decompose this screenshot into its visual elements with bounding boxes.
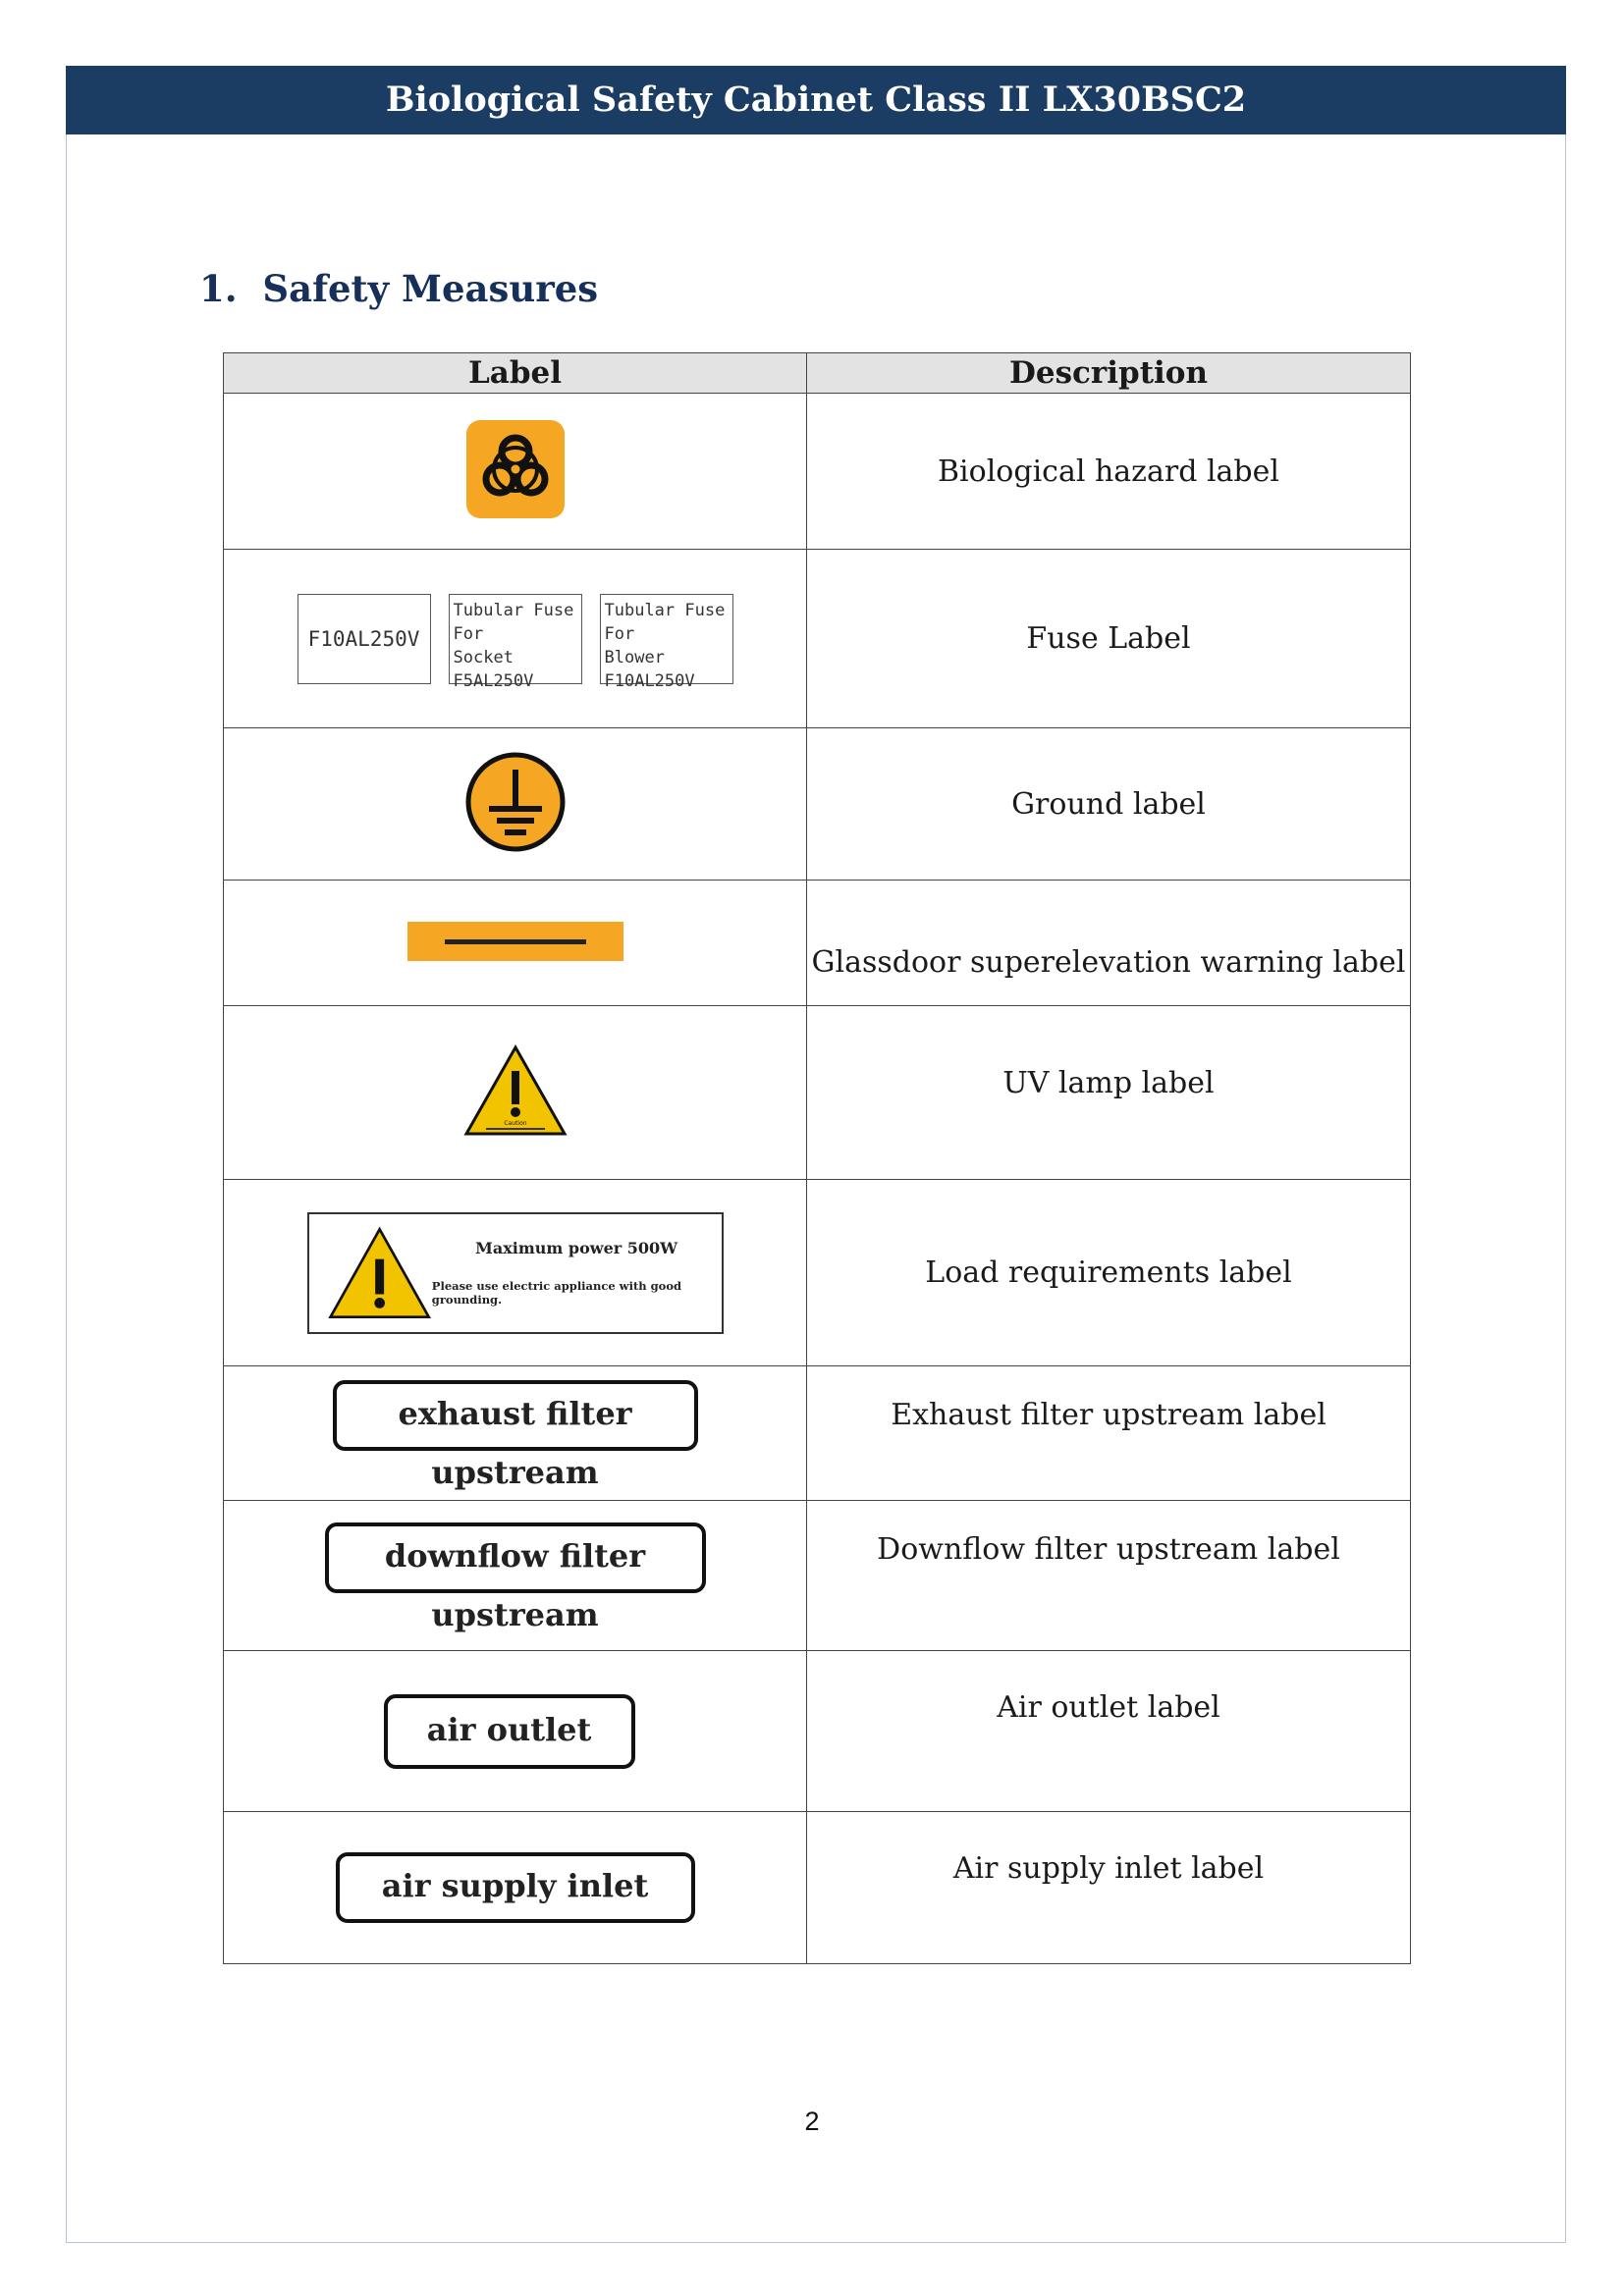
label-cell xyxy=(224,728,807,881)
label-cell xyxy=(224,550,807,728)
description-cell: UV lamp label xyxy=(807,1006,1411,1180)
description-cell: Exhaust filter upstream label xyxy=(807,1366,1411,1501)
fuse-label-main: F10AL250V xyxy=(298,594,431,684)
downflow-filter-pill: downflow filter upstream xyxy=(325,1522,706,1593)
table-row xyxy=(224,1006,1411,1180)
table-row xyxy=(224,728,1411,881)
uv-warning-icon xyxy=(462,1043,568,1138)
label-cell xyxy=(224,1651,807,1812)
exhaust-filter-pill: exhaust filter upstream xyxy=(333,1380,698,1451)
fuse-labels xyxy=(224,594,806,691)
description-cell: Glassdoor superelevation warning label xyxy=(807,881,1411,1006)
ground-icon xyxy=(463,750,568,854)
label-cell xyxy=(224,394,807,550)
description-cell: Air supply inlet label xyxy=(807,1812,1411,1964)
air-supply-inlet-pill: air supply inlet xyxy=(336,1852,695,1923)
label-cell xyxy=(224,1180,807,1366)
table-row xyxy=(224,394,1411,550)
label-cell xyxy=(224,881,807,1006)
table-row xyxy=(224,881,1411,1006)
table-row xyxy=(224,1366,1411,1501)
header-description: Description xyxy=(807,353,1411,394)
table-row xyxy=(224,1812,1411,1964)
label-cell xyxy=(224,1501,807,1651)
label-cell xyxy=(224,1812,807,1964)
table-row xyxy=(224,1651,1411,1812)
table-row xyxy=(224,550,1411,728)
table-row xyxy=(224,1501,1411,1651)
document-header: Biological Safety Cabinet Class II LX30BSC2 xyxy=(66,66,1566,134)
load-title: Maximum power 500W xyxy=(475,1239,678,1257)
label-cell xyxy=(224,1006,807,1180)
description-cell: Air outlet label xyxy=(807,1651,1411,1812)
section-number: 1. xyxy=(199,267,238,310)
labels-table xyxy=(223,352,1411,1964)
description-cell: Fuse Label xyxy=(807,550,1411,728)
description-cell: Ground label xyxy=(807,728,1411,881)
table-header-row xyxy=(224,353,1411,394)
warning-triangle-icon xyxy=(327,1220,432,1326)
glassdoor-warning-icon xyxy=(407,922,623,961)
air-outlet-pill: air outlet xyxy=(384,1694,635,1769)
load-text xyxy=(432,1239,722,1307)
header-label: Label xyxy=(224,353,807,394)
description-cell: Biological hazard label xyxy=(807,394,1411,550)
biohazard-icon xyxy=(464,418,567,520)
load-requirements-sign xyxy=(307,1212,724,1334)
fuse-label-blower: Tubular Fuse For Blower F10AL250V xyxy=(600,594,733,684)
load-subtitle: Please use electric appliance with good grounding. xyxy=(431,1279,682,1307)
section-title-text: Safety Measures xyxy=(262,267,599,310)
description-cell: Load requirements label xyxy=(807,1180,1411,1366)
label-cell xyxy=(224,1366,807,1501)
fuse-label-socket: Tubular Fuse For Socket F5AL250V xyxy=(449,594,582,684)
uv-caution-text: Caution xyxy=(503,1120,527,1127)
table-row xyxy=(224,1180,1411,1366)
page-number: 2 xyxy=(804,2107,820,2136)
section-title xyxy=(199,267,598,310)
description-cell: Downflow filter upstream label xyxy=(807,1501,1411,1651)
